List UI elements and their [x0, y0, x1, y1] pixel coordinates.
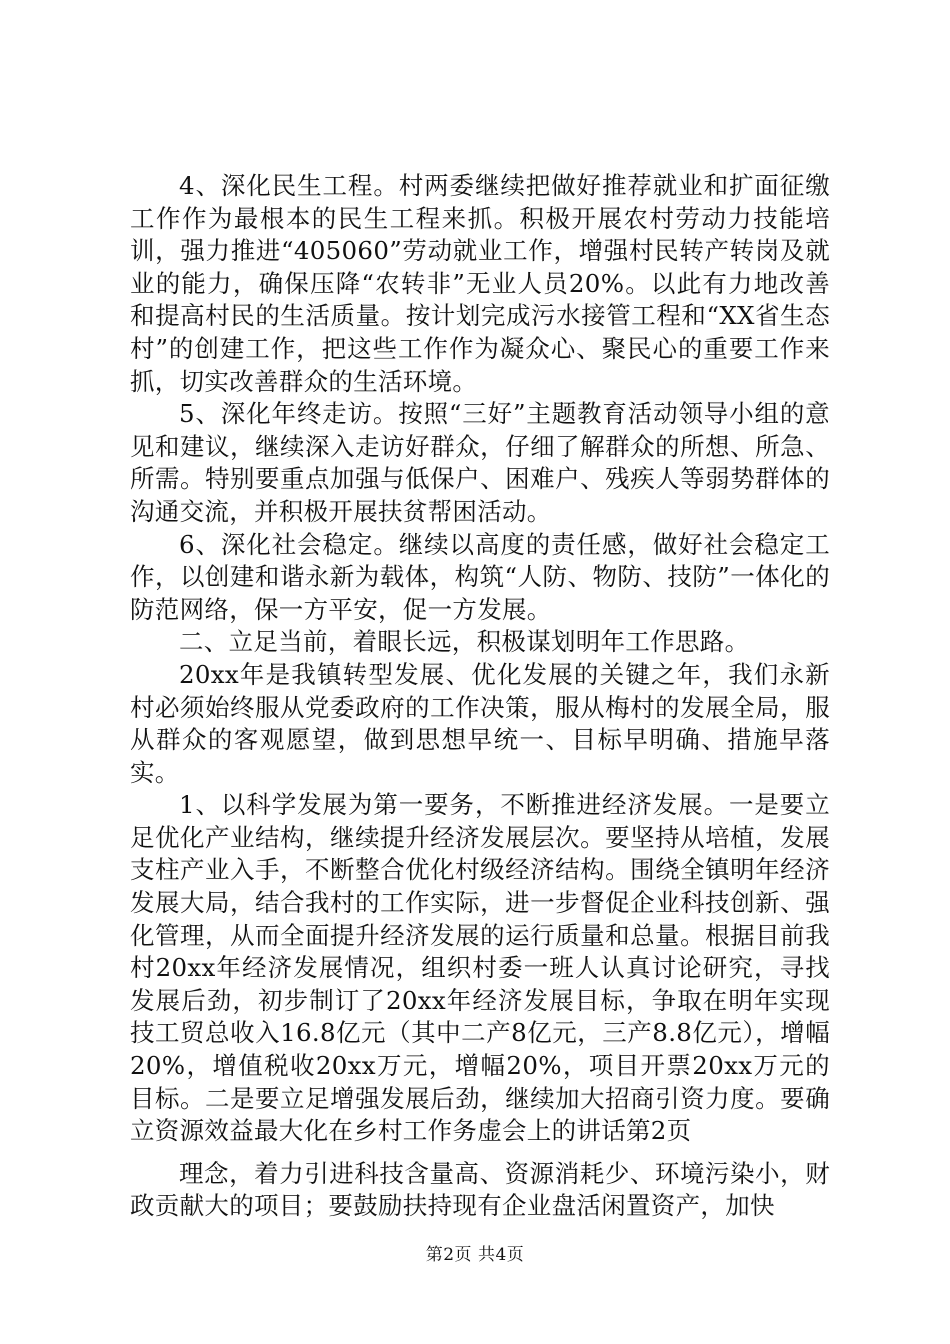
paragraph-livelihood-project: 4、深化民生工程。村两委继续把做好推荐就业和扩面征缴工作作为最根本的民生工程来抓。积极开展农村劳动力技能培训，强力推进“405060”劳动就业工作，增强村民转产转岗及就业的能力，确保压降“农转非”无业人员20%。以此有力地改善和提高村民的生活质量。按计划完成污水接管工程和“XX省生态村”的创建工作，把这些工作作为凝众心、聚民心的重要工作来抓，切实改善群众的生活环境。 — [130, 171, 831, 396]
paragraph-economic-development: 1、以科学发展为第一要务，不断推进经济发展。一是要立足优化产业结构，继续提升经济发展层次。要坚持从培植，发展支柱产业入手，不断整合优化村级经济结构。围绕全镇明年经济发展大局，结合我村的工作实际，进一步督促企业科技创新、强化管理，从而全面提升经济发展的运行质量和总量。根据目前我村20xx年经济发展情况，组织村委一班人认真讨论研究，寻找发展后劲，初步制订了20xx年经济发展目标，争取在明年实现技工贸总收入16.8亿元（其中二产8亿元，三产8.8亿元），增幅20%，增值税收20xx万元，增幅20%，项目开票20xx万元的目标。二是要立足增强发展后劲，继续加大招商引资力度。要确立资源效益最大化在乡村工作务虚会上的讲话第2页 — [130, 790, 830, 1146]
paragraph-year-end-visits: 5、深化年终走访。按照“三好”主题教育活动领导小组的意见和建议，继续深入走访好群众，仔细了解群众的所想、所急、所需。特别要重点加强与低保户、困难户、残疾人等弱势群体的沟通交流，并积极开展扶贫帮困活动。 — [130, 399, 830, 526]
paragraph-continuation: 理念，着力引进科技含量高、资源消耗少、环境污染小，财政贡献大的项目；要鼓励扶持现有企业盘活闲置资产，加快 — [130, 1158, 830, 1221]
document-body — [130, 170, 830, 1223]
paragraph-social-stability: 6、深化社会稳定。继续以高度的责任感，做好社会稳定工作，以创建和谐永新为载体，构筑“人防、物防、技防”一体化的防范网络，保一方平安，促一方发展。 — [130, 529, 830, 624]
page-number-footer: 第2页 共4页 — [425, 1245, 525, 1265]
section-heading-next-year-plan: 二、立足当前，着眼长远，积极谋划明年工作思路。 — [179, 627, 750, 657]
paragraph-key-year: 20xx年是我镇转型发展、优化发展的关键之年，我们永新村必须始终服从党委政府的工作决策，服从梅村的发展全局，服从群众的客观愿望，做到思想早统一、目标早明确、措施早落实。 — [130, 659, 830, 787]
